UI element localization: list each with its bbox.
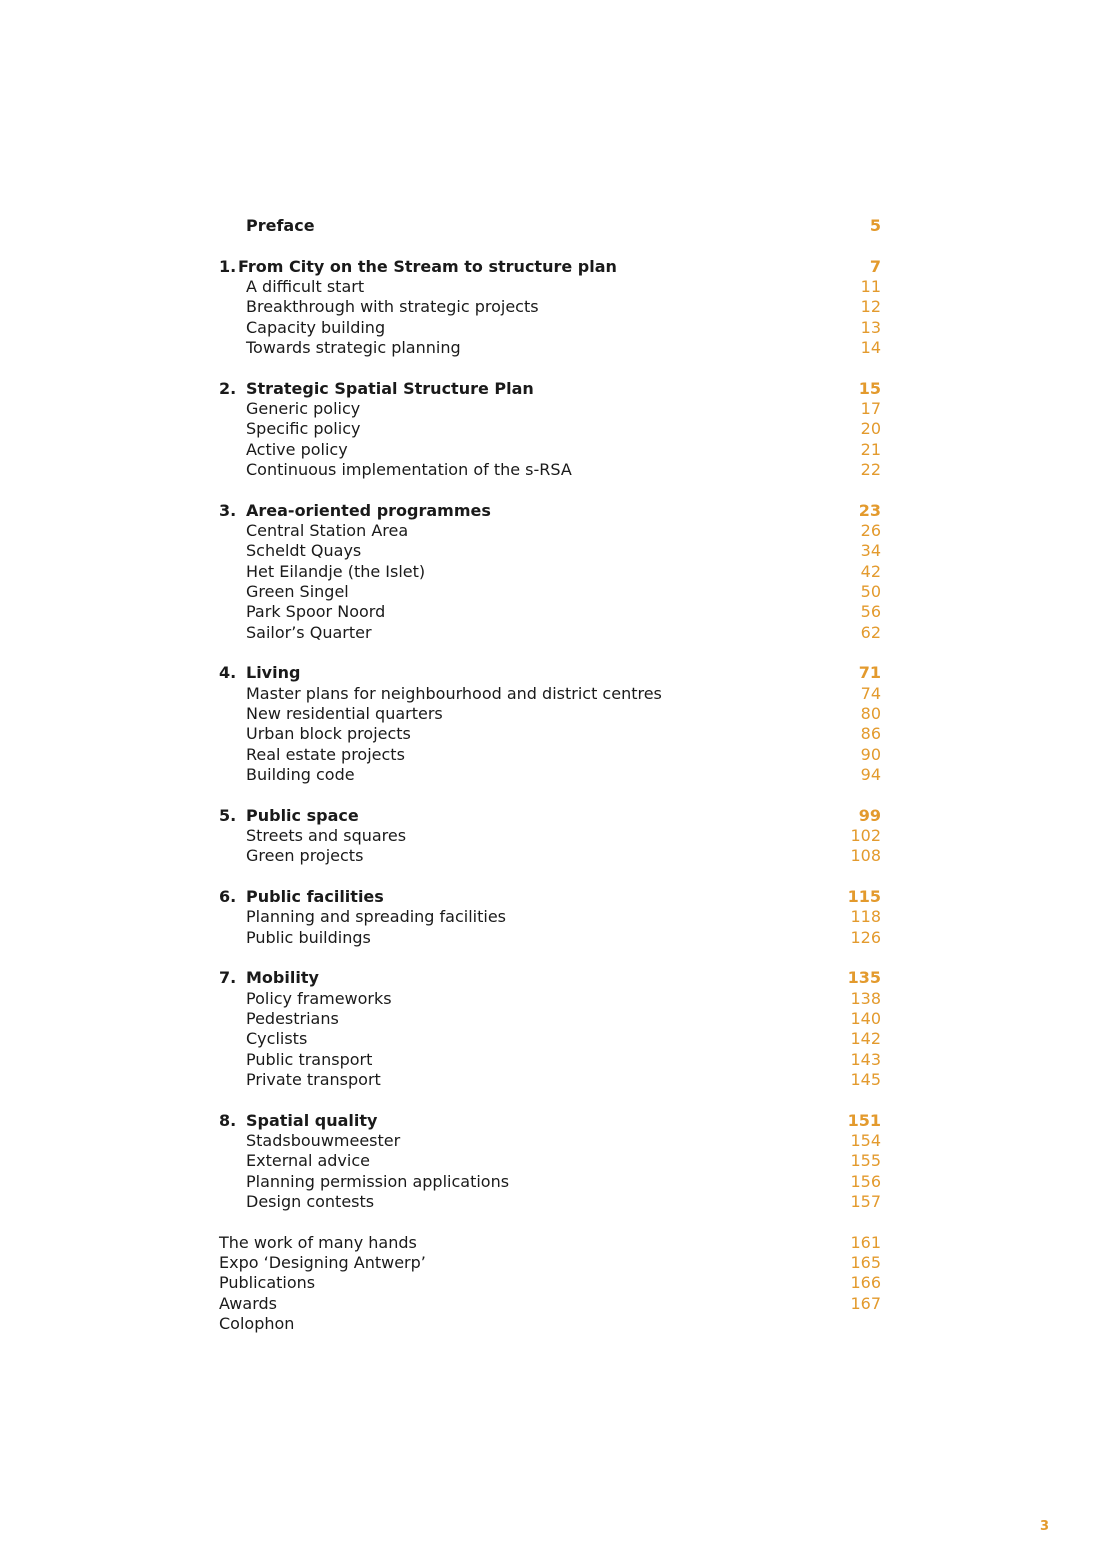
toc-chapter-heading[interactable] bbox=[219, 663, 881, 683]
chapter-title: Area-oriented programmes bbox=[246, 500, 491, 520]
chapter-number: 7. bbox=[219, 968, 237, 988]
entry-title: Preface bbox=[246, 216, 315, 235]
chapter-title: Spatial quality bbox=[246, 1110, 378, 1130]
section-title: Private transport bbox=[246, 1069, 381, 1089]
section-title: Public transport bbox=[246, 1049, 373, 1069]
toc-section-entry[interactable] bbox=[219, 1151, 881, 1171]
page-number: 138 bbox=[850, 988, 881, 1008]
toc-section-entry[interactable] bbox=[219, 1050, 881, 1070]
page-number: 154 bbox=[850, 1130, 881, 1150]
section-title: Planning and spreading facilities bbox=[246, 907, 507, 927]
page-number: 5 bbox=[869, 216, 881, 235]
section-title: Park Spoor Noord bbox=[246, 602, 386, 622]
appendix-title: The work of many hands bbox=[219, 1232, 417, 1252]
page-number: 22 bbox=[860, 459, 881, 479]
page-number: 15 bbox=[858, 378, 881, 398]
toc-section-entry[interactable] bbox=[219, 907, 881, 927]
page-number: 167 bbox=[850, 1293, 881, 1313]
toc-section-entry[interactable] bbox=[219, 582, 881, 602]
page-number: 14 bbox=[860, 337, 881, 357]
toc-section-entry[interactable] bbox=[219, 297, 881, 317]
page-number: 145 bbox=[850, 1069, 881, 1089]
page-number: 142 bbox=[850, 1029, 881, 1049]
page-number: 140 bbox=[850, 1009, 881, 1028]
chapter-title: From City on the Stream to structure plan bbox=[238, 256, 617, 276]
chapter-title: Strategic Spatial Structure Plan bbox=[246, 378, 534, 398]
appendix-title: Expo ‘Designing Antwerp’ bbox=[219, 1252, 426, 1272]
toc-appendix-entry[interactable] bbox=[219, 1294, 881, 1314]
section-title: Sailor’s Quarter bbox=[246, 622, 372, 642]
preface-group bbox=[219, 216, 881, 236]
toc-chapter-heading[interactable] bbox=[219, 257, 881, 277]
toc-section-entry[interactable] bbox=[219, 460, 881, 480]
chapter-title: Mobility bbox=[246, 968, 319, 988]
page-number: 42 bbox=[860, 561, 881, 581]
page-number: 155 bbox=[850, 1151, 881, 1171]
page-number: 156 bbox=[850, 1171, 881, 1191]
chapter-number: 3. bbox=[219, 500, 237, 520]
toc-section-entry[interactable] bbox=[219, 826, 881, 846]
chapter-title: Public facilities bbox=[246, 887, 384, 907]
toc-chapter-heading[interactable] bbox=[219, 379, 881, 399]
page-number: 20 bbox=[860, 419, 881, 439]
toc-appendix-entry[interactable] bbox=[219, 1253, 881, 1273]
toc-section-entry[interactable] bbox=[219, 1009, 881, 1029]
section-title: External advice bbox=[246, 1151, 370, 1171]
chapter-group bbox=[219, 806, 881, 867]
section-title: Real estate projects bbox=[246, 744, 405, 764]
chapter-group bbox=[219, 1111, 881, 1212]
section-title: Streets and squares bbox=[246, 825, 407, 845]
page-number: 34 bbox=[860, 541, 881, 561]
page-number: 21 bbox=[860, 439, 881, 459]
toc-section-entry[interactable] bbox=[219, 765, 881, 785]
page-number: 99 bbox=[858, 805, 881, 825]
toc-section-entry[interactable] bbox=[219, 1070, 881, 1090]
section-title: Towards strategic planning bbox=[246, 337, 461, 357]
toc-chapter-heading[interactable] bbox=[219, 1111, 881, 1131]
page-number: 74 bbox=[860, 683, 881, 703]
section-title: Capacity building bbox=[246, 317, 386, 337]
section-title: Continuous implementation of the s-RSA bbox=[246, 459, 572, 479]
page-number: 80 bbox=[860, 703, 881, 723]
page-number: 62 bbox=[860, 622, 881, 642]
toc-section-entry[interactable] bbox=[219, 704, 881, 724]
chapter-group bbox=[219, 663, 881, 785]
toc-appendix-entry[interactable] bbox=[219, 1273, 881, 1293]
page-number: 17 bbox=[860, 399, 881, 419]
toc-chapter-heading[interactable] bbox=[219, 887, 881, 907]
chapter-number: 5. bbox=[219, 805, 237, 825]
toc-section-entry[interactable] bbox=[219, 989, 881, 1009]
section-title: Scheldt Quays bbox=[246, 541, 362, 561]
page-number: 94 bbox=[860, 764, 881, 784]
page-number: 161 bbox=[850, 1232, 881, 1252]
toc-section-entry[interactable] bbox=[219, 684, 881, 704]
chapter-group bbox=[219, 968, 881, 1090]
page-number: 166 bbox=[850, 1273, 881, 1293]
toc-section-entry[interactable] bbox=[219, 562, 881, 582]
chapter-group bbox=[219, 887, 881, 948]
toc-section-entry[interactable] bbox=[219, 846, 881, 866]
chapter-list bbox=[219, 257, 881, 1212]
page-number: 13 bbox=[860, 317, 881, 337]
page-number: 23 bbox=[858, 500, 881, 520]
chapter-title: Public space bbox=[246, 805, 359, 825]
chapter-title: Living bbox=[246, 663, 301, 683]
toc-section-entry[interactable] bbox=[219, 623, 881, 643]
page-number: 12 bbox=[860, 297, 881, 317]
toc-section-entry[interactable] bbox=[219, 1131, 881, 1151]
chapter-group bbox=[219, 257, 881, 358]
toc-section-entry[interactable] bbox=[219, 724, 881, 744]
section-title: Green projects bbox=[246, 846, 364, 866]
page-number: 118 bbox=[850, 907, 881, 927]
page-number: 11 bbox=[860, 277, 881, 297]
toc-section-entry[interactable] bbox=[219, 602, 881, 622]
chapter-number: 6. bbox=[219, 887, 237, 907]
toc-section-entry[interactable] bbox=[219, 399, 881, 419]
toc-chapter-heading[interactable] bbox=[219, 501, 881, 521]
toc-section-entry[interactable] bbox=[219, 338, 881, 358]
toc-section-entry[interactable] bbox=[219, 928, 881, 948]
appendix-title: Colophon bbox=[219, 1313, 295, 1333]
page-number: 143 bbox=[850, 1049, 881, 1069]
toc-section-entry[interactable] bbox=[219, 541, 881, 561]
toc-section-entry[interactable] bbox=[219, 440, 881, 460]
section-title: Active policy bbox=[246, 439, 348, 459]
page-number: 26 bbox=[860, 521, 881, 541]
section-title: Het Eilandje (the Islet) bbox=[246, 561, 426, 581]
toc-section-entry[interactable] bbox=[219, 277, 881, 297]
toc-section-entry[interactable] bbox=[219, 1029, 881, 1049]
section-title: Central Station Area bbox=[246, 521, 409, 541]
page-number: 115 bbox=[847, 887, 881, 907]
section-title: A difficult start bbox=[246, 277, 365, 297]
appendix-list bbox=[219, 1233, 881, 1334]
page-number: 86 bbox=[860, 724, 881, 744]
section-title: Breakthrough with strategic projects bbox=[246, 297, 539, 317]
page-number: 56 bbox=[860, 602, 881, 622]
chapter-group bbox=[219, 379, 881, 480]
page-number: 90 bbox=[860, 744, 881, 764]
toc-section-entry[interactable] bbox=[219, 1172, 881, 1192]
toc-section-entry[interactable] bbox=[219, 1192, 881, 1212]
section-title: Planning permission applications bbox=[246, 1171, 510, 1191]
table-of-contents bbox=[219, 216, 881, 1355]
section-title: Stadsbouwmeester bbox=[246, 1130, 401, 1150]
section-title: Master plans for neighbourhood and district centres bbox=[246, 683, 662, 703]
section-title: Building code bbox=[246, 764, 355, 784]
toc-chapter-heading[interactable] bbox=[219, 968, 881, 988]
page-number: 165 bbox=[850, 1252, 881, 1272]
page-number: 151 bbox=[847, 1110, 881, 1130]
page-folio: 3 bbox=[1039, 1519, 1049, 1534]
chapter-number: 4. bbox=[219, 663, 237, 683]
page-number: 71 bbox=[858, 663, 881, 683]
page-number: 108 bbox=[850, 846, 881, 866]
toc-appendix-entry[interactable] bbox=[219, 1233, 881, 1253]
page-number: 7 bbox=[869, 256, 881, 276]
section-title: Cyclists bbox=[246, 1029, 308, 1049]
appendix-title: Publications bbox=[219, 1273, 316, 1293]
page-number: 135 bbox=[847, 968, 881, 988]
chapter-number: 2. bbox=[219, 378, 237, 398]
toc-section-entry[interactable] bbox=[219, 318, 881, 338]
page-number: 126 bbox=[850, 927, 881, 947]
section-title: Pedestrians bbox=[246, 1009, 339, 1028]
toc-chapter-heading[interactable] bbox=[219, 806, 881, 826]
chapter-group bbox=[219, 501, 881, 643]
section-title: Public buildings bbox=[246, 927, 371, 947]
section-title: Green Singel bbox=[246, 581, 349, 601]
page-number: 50 bbox=[860, 581, 881, 601]
toc-appendix-entry[interactable] bbox=[219, 1314, 881, 1334]
section-title: New residential quarters bbox=[246, 703, 443, 723]
section-title: Generic policy bbox=[246, 399, 361, 419]
appendix-title: Awards bbox=[219, 1293, 277, 1313]
page-number: 157 bbox=[850, 1191, 881, 1211]
section-title: Urban block projects bbox=[246, 724, 411, 744]
toc-section-entry[interactable] bbox=[219, 419, 881, 439]
section-title: Policy frameworks bbox=[246, 988, 392, 1008]
chapter-number: 1. bbox=[219, 256, 237, 276]
section-title: Design contests bbox=[246, 1191, 375, 1211]
chapter-number: 8. bbox=[219, 1110, 237, 1130]
toc-section-entry[interactable] bbox=[219, 745, 881, 765]
toc-section-entry[interactable] bbox=[219, 521, 881, 541]
toc-entry-preface[interactable] bbox=[219, 216, 881, 236]
page-number: 102 bbox=[850, 825, 881, 845]
section-title: Specific policy bbox=[246, 419, 361, 439]
